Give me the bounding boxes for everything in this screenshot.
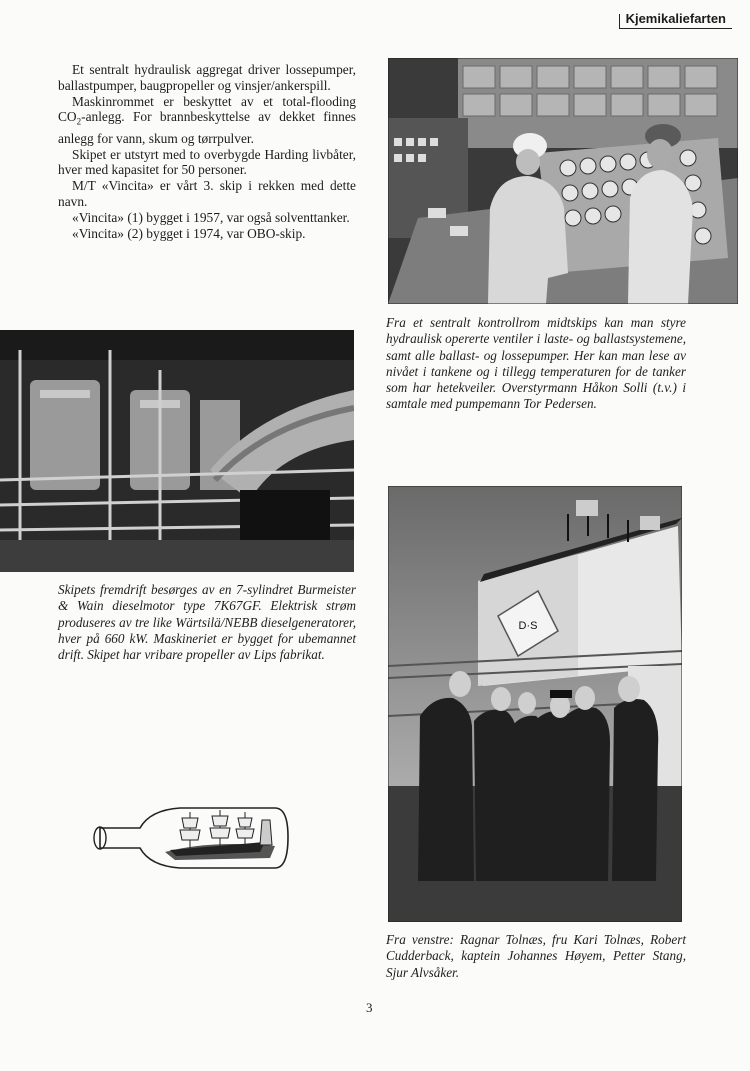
paragraph: Maskinrommet er beskyttet av et total-flooding $CO_2$-anlegg. For brannbeskyttelse av dekket finnes anlegg for vann, skum og tørrpulver.	[58, 93, 356, 146]
ship-in-bottle-drawing	[90, 800, 290, 875]
control-room-photo	[388, 58, 738, 304]
control-room-caption: Fra et sentralt kontrollrom midtskips kan man styre hydraulisk opererte ventiler i laste- og ballastsystemene, samt alle ballast- og lossepumper. Her kan man lese av nivået i tankene og i tillegg temperaturen for de tanker som har hetekveiler. Overstyrmann Håkon Solli (t.v.) i samtale med pumpemann Tor Pedersen.	[386, 315, 686, 412]
funnel-logo: D·S	[518, 620, 538, 632]
paragraph: M/T «Vincita» er vårt 3. skip i rekken med dette navn.	[58, 178, 356, 210]
group-photo	[388, 486, 682, 922]
body-text	[58, 62, 356, 241]
paragraph: «Vincita» (1) bygget i 1957, var også solventtanker.	[72, 209, 350, 225]
section-tag: Kjemikaliefarten	[620, 8, 732, 29]
engine-room-caption: Skipets fremdrift besørges av en 7-sylindret Burmeister & Wain dieselmotor type 7K67GF. Elektrisk strøm produseres av tre like Wärtsilä/NEBB dieselgeneratorer, hver på 660 kW. Maskineriet er bygget for ubemannet drift. Skipet har vribare propeller av Lips fabrikat.	[58, 582, 356, 663]
paragraph: «Vincita» (2) bygget i 1974, var OBO-skip.	[72, 225, 306, 241]
page-number: 3	[366, 1000, 373, 1015]
paragraph: Et sentralt hydraulisk aggregat driver lossepumper, ballastpumper, baugpropeller og vinsjer/ankerspill.	[58, 62, 356, 93]
engine-room-photo	[0, 330, 354, 572]
group-caption: Fra venstre: Ragnar Tolnæs, fru Kari Tolnæs, Robert Cudderback, kaptein Johannes Høyem, Petter Stang, Sjur Alvsåker.	[386, 932, 686, 980]
paragraph: Skipet er utstyrt med to overbygde Harding livbåter, hver med kapasitet for 50 personer.	[58, 146, 356, 178]
